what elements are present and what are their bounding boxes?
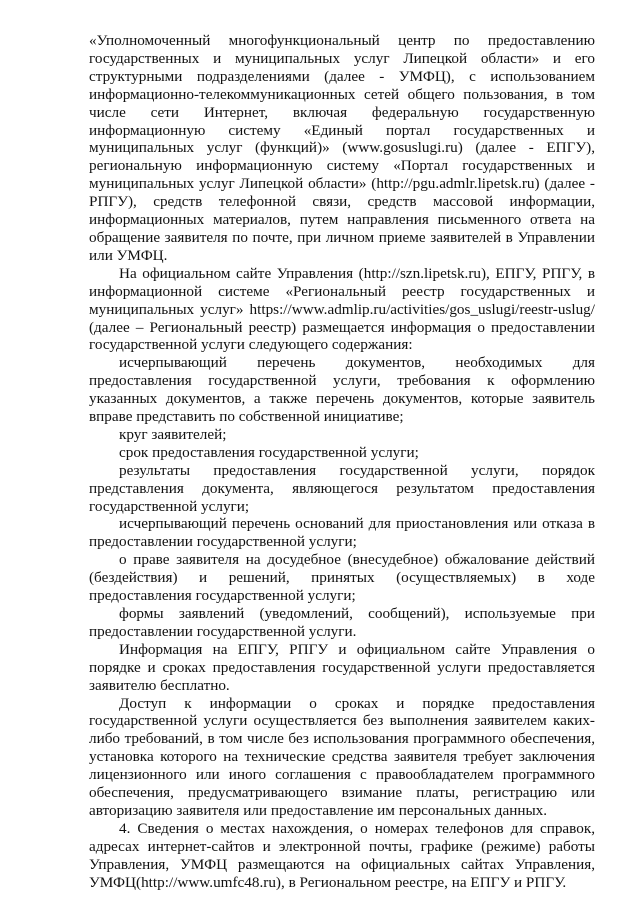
paragraph-application-forms: формы заявлений (уведомлений, сообщений), используемые при предоставлении государственной услуги.: [89, 605, 595, 640]
paragraph-refusal-grounds: исчерпывающий перечень оснований для приостановления или отказа в предоставлении государственной услуги;: [89, 515, 595, 551]
paragraph-service-results: результаты предоставления государственной услуги, порядок представления документа, являющегося результатом предоставления государственной услуги;: [89, 461, 595, 515]
paragraph-access-conditions: Доступ к информации о сроках и порядке предоставления государственной услуги осуществляется без выполнения заявителем каких-либо требований, в том числе без использования программного обеспечения, установка которого на технические средства заявителя требует заключения лицензионного или иного соглашения с правообладателем программного обеспечения, предусматривающего взимание платы, регистрацию или авторизацию заявителя или предоставление им персональных данных.: [89, 694, 595, 819]
paragraph-documents-list: исчерпывающий перечень документов, необходимых для предоставления государственной услуги, требования к оформлению указанных документов, а также перечень документов, которые заявитель вправе представить по собственной инициативе;: [89, 354, 595, 426]
paragraph-appeal-rights: о праве заявителя на досудебное (внесудебное) обжалование действий (бездействия) и решений, принятых (осуществляемых) в ходе предоставления государственной услуги;: [89, 551, 595, 605]
paragraph-umfc-channels: «Уполномоченный многофункциональный центр по предоставлению государственных и муниципальных услуг Липецкой области» и его структурными подразделениями (далее - УМФЦ), с использованием информационно-телекоммуникационных сетей общего пользования, в том числе сети Интернет, включая федеральную государственную информационную систему «Единый портал государственных и муниципальных услуг (функций)» (www.gosuslugi.ru) (далее - ЕПГУ), региональную информационную систему «Портал государственных и муниципальных услуг Липецкой области» (http://pgu.admlr.lipetsk.ru) (далее - РПГУ), средств телефонной связи, средств массовой информации, информационных материалов, путем направления письменного ответа на обращение заявителя по почте, при личном приеме заявителей в Управлении или УМФЦ.: [89, 32, 595, 264]
document-page: [89, 32, 595, 892]
paragraph-section-4-contacts: 4. Сведения о местах нахождения, о номерах телефонов для справок, адресах интернет-сайтов и электронной почты, графике (режиме) работы Управления, УМФЦ размещаются на официальных сайтах Управления, УМФЦ(http://www.umfc48.ru), в Региональном реестре, на ЕПГУ и РПГУ.: [89, 819, 595, 891]
paragraph-free-information: Информация на ЕПГУ, РПГУ и официальном сайте Управления о порядке и сроках предоставления государственной услуги предоставляется заявителю бесплатно.: [89, 640, 595, 694]
paragraph-applicants: круг заявителей;: [119, 425, 227, 443]
paragraph-service-term: срок предоставления государственной услуги;: [119, 443, 419, 461]
paragraph-official-site-info: На официальном сайте Управления (http://szn.lipetsk.ru), ЕПГУ, РПГУ, в информационной системе «Региональный реестр государственных и муниципальных услуг» https://www.admlip.ru/activities/gos_uslugi/reestr-uslug/ (далее – Региональный реестр) размещается информация о предоставлении государственной услуги следующего содержания:: [89, 264, 595, 354]
